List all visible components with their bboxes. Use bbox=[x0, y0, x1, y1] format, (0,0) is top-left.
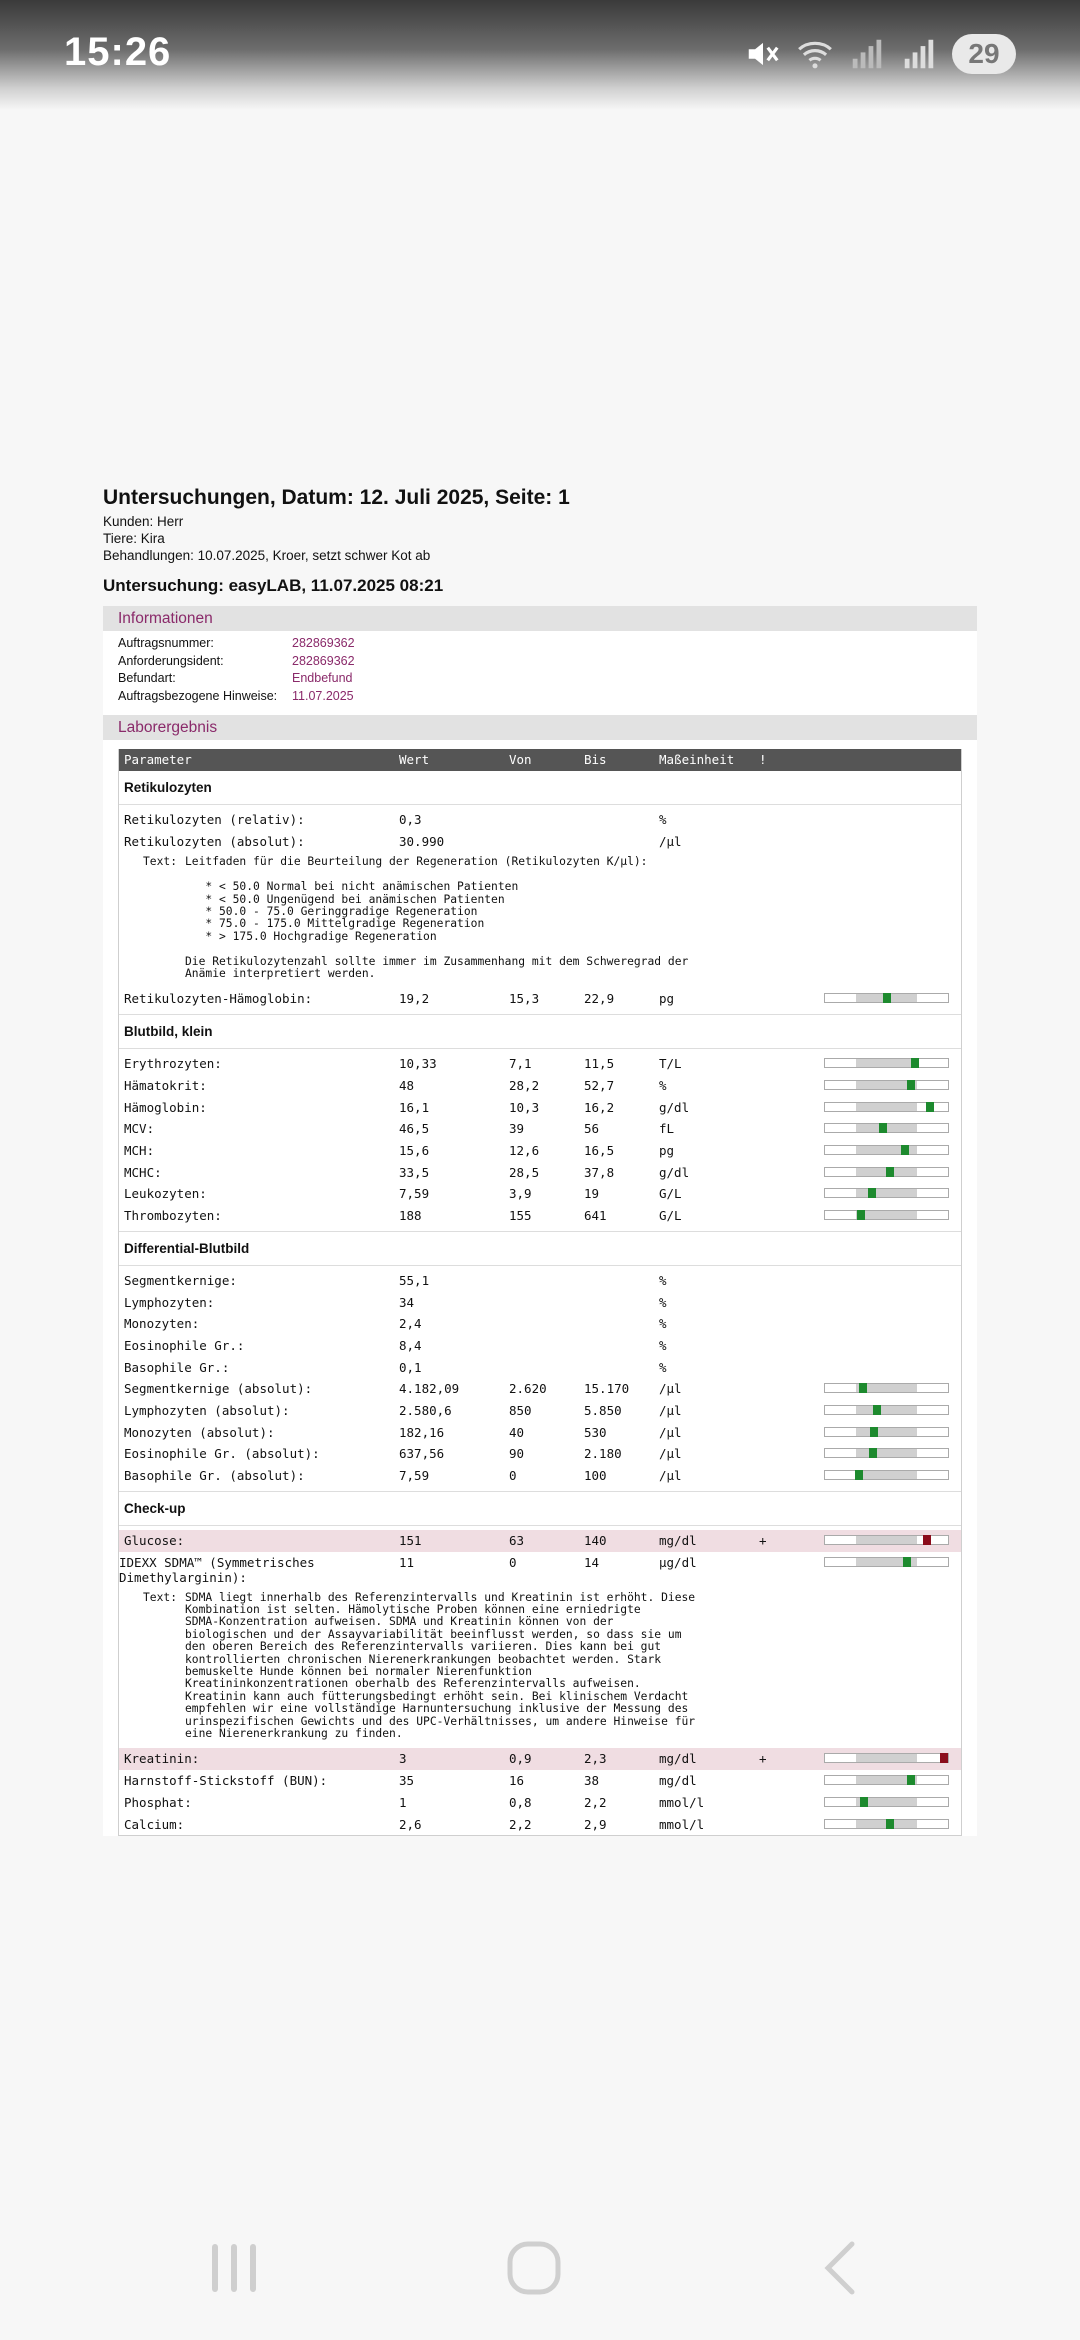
table-row bbox=[119, 1335, 961, 1357]
cell-unit: pg bbox=[659, 1142, 675, 1158]
cell-value: 30.990 bbox=[399, 833, 445, 849]
cell-parameter: Monozyten: bbox=[124, 1316, 200, 1332]
range-bar bbox=[824, 1123, 949, 1133]
info-key: Anforderungsident: bbox=[118, 653, 224, 668]
range-bar-marker bbox=[879, 1123, 887, 1133]
cell-unit: mmol/l bbox=[659, 1816, 705, 1832]
cell-parameter: Thrombozyten: bbox=[124, 1208, 222, 1224]
table-row bbox=[119, 1205, 961, 1227]
back-icon[interactable] bbox=[820, 2240, 860, 2296]
cell-parameter: Glucose: bbox=[124, 1532, 185, 1548]
cell-from: 12,6 bbox=[509, 1142, 540, 1158]
cell-value: 2,6 bbox=[399, 1816, 422, 1832]
cell-to: 37,8 bbox=[584, 1164, 615, 1180]
info-value: 282869362 bbox=[292, 636, 355, 650]
table-row bbox=[119, 1552, 961, 1588]
table-row bbox=[119, 1357, 961, 1379]
cell-to: 5.850 bbox=[584, 1403, 622, 1419]
range-bar-marker bbox=[869, 1448, 877, 1458]
cell-parameter: Segmentkernige (absolut): bbox=[124, 1381, 313, 1397]
table-row bbox=[119, 831, 961, 853]
table-row bbox=[119, 1313, 961, 1335]
range-bar-reference bbox=[856, 1754, 918, 1762]
cell-unit: g/dl bbox=[659, 1099, 690, 1115]
cell-unit: % bbox=[659, 1359, 667, 1375]
cell-to: 38 bbox=[584, 1773, 600, 1789]
range-bar bbox=[824, 1188, 949, 1198]
cell-to: 641 bbox=[584, 1208, 607, 1224]
range-bar-reference bbox=[856, 1428, 918, 1436]
cell-unit: /µl bbox=[659, 1468, 682, 1484]
cell-parameter: Calcium: bbox=[124, 1816, 185, 1832]
info-value: 282869362 bbox=[292, 653, 355, 668]
range-bar-marker bbox=[860, 1797, 868, 1807]
cell-to: 56 bbox=[584, 1121, 600, 1137]
info-row bbox=[118, 653, 962, 671]
cell-unit: mg/dl bbox=[659, 1532, 697, 1548]
table-row bbox=[119, 988, 961, 1010]
table-row bbox=[119, 1162, 961, 1184]
info-row bbox=[118, 635, 962, 653]
cell-parameter: MCV: bbox=[124, 1121, 155, 1137]
table-row bbox=[119, 1770, 961, 1792]
table-row bbox=[119, 1465, 961, 1487]
report-meta bbox=[103, 513, 977, 564]
cell-value: 34 bbox=[399, 1294, 415, 1310]
cell-value: 7,59 bbox=[399, 1186, 430, 1202]
cell-value: 55,1 bbox=[399, 1272, 430, 1288]
result-groups bbox=[119, 771, 961, 1835]
info-key: Auftragsbezogene Hinweise: bbox=[118, 688, 278, 703]
status-icons bbox=[744, 34, 1016, 74]
table-row bbox=[119, 1378, 961, 1400]
cell-parameter: Basophile Gr.: bbox=[124, 1359, 230, 1375]
range-bar bbox=[824, 993, 949, 1003]
info-row bbox=[118, 688, 962, 706]
range-bar-marker bbox=[886, 1167, 894, 1177]
cell-unit: /µl bbox=[659, 1424, 682, 1440]
range-bar bbox=[824, 1058, 949, 1068]
range-bar-reference bbox=[856, 1471, 918, 1479]
report-title: Untersuchungen, Datum: 12. Juli 2025, Seite: 1 bbox=[103, 486, 570, 509]
cell-unit: pg bbox=[659, 991, 675, 1007]
table-row bbox=[119, 1270, 961, 1292]
range-bar-reference bbox=[856, 1211, 918, 1219]
range-bar bbox=[824, 1405, 949, 1415]
range-bar bbox=[824, 1080, 949, 1090]
cell-parameter: Retikulozyten-Hämoglobin: bbox=[124, 991, 313, 1007]
lab-results-table bbox=[118, 749, 962, 1836]
cell-to: 14 bbox=[584, 1554, 600, 1570]
status-bar bbox=[0, 0, 1080, 110]
cell-to: 19 bbox=[584, 1186, 600, 1202]
cell-value: 188 bbox=[399, 1208, 422, 1224]
range-bar bbox=[824, 1797, 949, 1807]
range-bar-marker bbox=[940, 1753, 948, 1763]
cell-to: 11,5 bbox=[584, 1056, 615, 1072]
status-time: 15:26 bbox=[64, 30, 172, 74]
cell-unit: g/dl bbox=[659, 1164, 690, 1180]
cell-value: 10,33 bbox=[399, 1056, 437, 1072]
cell-parameter: Hämoglobin: bbox=[124, 1099, 207, 1115]
cell-to: 2,2 bbox=[584, 1794, 607, 1810]
cell-parameter: Erythrozyten: bbox=[124, 1056, 222, 1072]
note-label: Text: bbox=[142, 1590, 177, 1604]
cell-value: 8,4 bbox=[399, 1337, 422, 1353]
cell-to: 52,7 bbox=[584, 1077, 615, 1093]
cell-to: 2,9 bbox=[584, 1816, 607, 1832]
cell-flag: + bbox=[759, 1751, 767, 1767]
range-bar-reference bbox=[856, 1536, 918, 1544]
range-bar bbox=[824, 1145, 949, 1155]
note-label: Text: bbox=[142, 855, 177, 869]
cell-unit: /µl bbox=[659, 1403, 682, 1419]
lab-section bbox=[103, 740, 977, 1836]
cell-from: 3,9 bbox=[509, 1186, 532, 1202]
cell-unit: fL bbox=[659, 1121, 675, 1137]
range-bar-marker bbox=[886, 1819, 894, 1829]
table-row bbox=[119, 1075, 961, 1097]
cell-value: 151 bbox=[399, 1532, 422, 1548]
range-bar bbox=[824, 1210, 949, 1220]
wifi-icon bbox=[796, 35, 834, 73]
range-bar bbox=[824, 1535, 949, 1545]
home-icon[interactable] bbox=[506, 2240, 562, 2296]
range-bar-reference bbox=[856, 1059, 918, 1067]
cell-unit: T/L bbox=[659, 1056, 682, 1072]
cell-from: 15,3 bbox=[509, 991, 540, 1007]
cell-from: 155 bbox=[509, 1208, 532, 1224]
range-bar bbox=[824, 1383, 949, 1393]
range-bar bbox=[824, 1102, 949, 1112]
range-bar bbox=[824, 1753, 949, 1763]
recent-apps-icon[interactable] bbox=[210, 2240, 258, 2296]
cell-unit: µg/dl bbox=[659, 1554, 697, 1570]
header-unit: Maßeinheit bbox=[659, 752, 735, 767]
cell-to: 16,2 bbox=[584, 1099, 615, 1115]
cell-parameter: Harnstoff-Stickstoff (BUN): bbox=[124, 1773, 328, 1789]
cell-from: 7,1 bbox=[509, 1056, 532, 1072]
cell-to: 15.170 bbox=[584, 1381, 630, 1397]
cell-parameter: Hämatokrit: bbox=[124, 1077, 207, 1093]
cell-parameter: Kreatinin: bbox=[124, 1751, 200, 1767]
group-title: Blutbild, klein bbox=[119, 1014, 961, 1049]
cell-from: 28,5 bbox=[509, 1164, 540, 1180]
cell-parameter: IDEXX SDMA™ (Symmetrisches Dimethylarginin): bbox=[119, 1554, 315, 1585]
cell-to: 22,9 bbox=[584, 991, 615, 1007]
cell-to: 530 bbox=[584, 1424, 607, 1440]
table-header bbox=[119, 749, 961, 771]
cell-flag: + bbox=[759, 1532, 767, 1548]
range-bar-reference bbox=[856, 1103, 918, 1111]
range-bar bbox=[824, 1470, 949, 1480]
cell-parameter: Eosinophile Gr.: bbox=[124, 1337, 245, 1353]
cell-unit: G/L bbox=[659, 1208, 682, 1224]
cell-value: 7,59 bbox=[399, 1468, 430, 1484]
cell-unit: % bbox=[659, 812, 667, 827]
table-row bbox=[119, 1400, 961, 1422]
range-bar bbox=[824, 1448, 949, 1458]
range-bar-marker bbox=[870, 1427, 878, 1437]
lab-report-document bbox=[103, 486, 977, 1836]
range-bar bbox=[824, 1819, 949, 1829]
cell-from: 90 bbox=[509, 1446, 525, 1462]
cell-value: 19,2 bbox=[399, 991, 430, 1007]
cell-value: 15,6 bbox=[399, 1142, 430, 1158]
cell-value: 4.182,09 bbox=[399, 1381, 460, 1397]
group-title: Retikulozyten bbox=[119, 771, 961, 805]
cell-value: 33,5 bbox=[399, 1164, 430, 1180]
meta-animal: Tiere: Kira bbox=[103, 531, 165, 546]
cell-unit: mg/dl bbox=[659, 1751, 697, 1767]
table-row bbox=[119, 1053, 961, 1075]
cell-unit: /µl bbox=[659, 1446, 682, 1462]
range-bar-marker bbox=[911, 1058, 919, 1068]
table-row bbox=[119, 1292, 961, 1314]
info-section bbox=[103, 631, 977, 715]
table-row bbox=[119, 1748, 961, 1770]
cell-parameter: Monozyten (absolut): bbox=[124, 1424, 275, 1440]
group-title: Differential-Blutbild bbox=[119, 1231, 961, 1266]
cell-from: 2.620 bbox=[509, 1381, 547, 1397]
cell-unit: % bbox=[659, 1337, 667, 1353]
table-row bbox=[119, 1118, 961, 1140]
info-value: Endbefund bbox=[292, 671, 353, 685]
note-text: SDMA liegt innerhalb des Referenzintervalls und Kreatinin ist erhöht. Diese Kombination ist selten. Hämolytische Proben können eine erniedrigte SDMA-Konzentration aufweisen. SDMA und Kreatinin können von der biologischen und der Assayvariabilität beeinflusst werden, so dass sie um den oberen Bereich des Referenzintervalls variieren. Dies kann bei gut kontrollierten chronischen Nierenerkrankungen beobachtet werden. Stark bemuskelte Hunde können bei normaler Nierenfunktion Kreatininkonzentrationen oberhalb des Referenzintervalls aufweisen. Kreatinin kann auch fütterungsbedingt erhöht sein. Bei klinischem Verdacht empfehlen wir eine vollständige Harnuntersuchung inklusive der Messung des urinspezifischen Gewichts und des UPC-Verhältnisses, um andere Hinweise für eine Nierenerkrankung zu finden. bbox=[185, 1590, 696, 1740]
range-bar-marker bbox=[857, 1210, 865, 1220]
range-bar-marker bbox=[903, 1557, 911, 1567]
cell-value: 637,56 bbox=[399, 1446, 445, 1462]
cell-to: 2,3 bbox=[584, 1751, 607, 1767]
range-bar-marker bbox=[923, 1535, 931, 1545]
group-title: Check-up bbox=[119, 1491, 961, 1526]
cell-to: 100 bbox=[584, 1468, 607, 1484]
table-row bbox=[119, 1097, 961, 1119]
table-row bbox=[119, 1443, 961, 1465]
lab-section-header: Laborergebnis bbox=[103, 715, 977, 740]
cell-unit: /µl bbox=[659, 833, 682, 849]
navigation-bar bbox=[0, 2200, 1080, 2340]
range-bar-marker bbox=[859, 1383, 867, 1393]
meta-customer: Kunden: Herr bbox=[103, 514, 184, 529]
cell-from: 850 bbox=[509, 1403, 532, 1419]
cell-value: 46,5 bbox=[399, 1121, 430, 1137]
table-row bbox=[119, 1792, 961, 1814]
battery-indicator: 29 bbox=[952, 34, 1016, 74]
cell-value: 2.580,6 bbox=[399, 1403, 452, 1419]
table-row bbox=[119, 1422, 961, 1444]
cell-parameter: MCH: bbox=[124, 1142, 155, 1158]
cell-parameter: Lymphozyten (absolut): bbox=[124, 1403, 290, 1419]
cell-parameter: Basophile Gr. (absolut): bbox=[124, 1468, 305, 1484]
header-flag: ! bbox=[759, 752, 767, 767]
cell-unit: G/L bbox=[659, 1186, 682, 1202]
info-key: Befundart: bbox=[118, 671, 176, 685]
table-row bbox=[119, 1183, 961, 1205]
cell-unit: mmol/l bbox=[659, 1794, 705, 1810]
info-section-header: Informationen bbox=[103, 606, 977, 631]
mute-icon bbox=[744, 35, 782, 73]
cell-unit: /µl bbox=[659, 1381, 682, 1397]
header-parameter: Parameter bbox=[124, 752, 192, 767]
cell-from: 40 bbox=[509, 1424, 525, 1440]
cell-value: 182,16 bbox=[399, 1424, 445, 1440]
table-row bbox=[119, 1814, 961, 1836]
cell-parameter: Retikulozyten (absolut): bbox=[124, 833, 305, 849]
range-bar bbox=[824, 1167, 949, 1177]
cell-parameter: Eosinophile Gr. (absolut): bbox=[124, 1446, 320, 1462]
cell-to: 16,5 bbox=[584, 1142, 615, 1158]
header-from: Von bbox=[509, 752, 532, 767]
cell-parameter: Lymphozyten: bbox=[124, 1294, 215, 1310]
cell-to: 140 bbox=[584, 1532, 607, 1548]
range-bar-marker bbox=[873, 1405, 881, 1415]
cell-unit: mg/dl bbox=[659, 1773, 697, 1789]
range-bar-reference bbox=[856, 1449, 918, 1457]
range-bar-reference bbox=[856, 1189, 918, 1197]
range-bar-marker bbox=[883, 993, 891, 1003]
cell-unit: % bbox=[659, 1272, 667, 1288]
cell-from: 0,8 bbox=[509, 1794, 532, 1810]
cell-value: 3 bbox=[399, 1751, 407, 1767]
header-value: Wert bbox=[399, 752, 430, 767]
range-bar-reference bbox=[856, 1406, 918, 1414]
cell-value: 48 bbox=[399, 1077, 415, 1093]
table-row bbox=[119, 1530, 961, 1552]
cell-value: 2,4 bbox=[399, 1316, 422, 1332]
exam-title: Untersuchung: easyLAB, 11.07.2025 08:21 bbox=[103, 576, 444, 595]
meta-treatment: Behandlungen: 10.07.2025, Kroer, setzt schwer Kot ab bbox=[103, 548, 431, 563]
cell-from: 39 bbox=[509, 1121, 525, 1137]
cell-from: 28,2 bbox=[509, 1077, 540, 1093]
cell-from: 63 bbox=[509, 1532, 525, 1548]
cell-value: 0,3 bbox=[399, 812, 422, 827]
cell-from: 10,3 bbox=[509, 1099, 540, 1115]
cell-value: 16,1 bbox=[399, 1099, 430, 1115]
range-bar-marker bbox=[855, 1470, 863, 1480]
cell-from: 16 bbox=[509, 1773, 525, 1789]
note-text: Leitfaden für die Beurteilung der Regeneration (Retikulozyten K/µl): * < 50.0 Normal bei nicht anämischen Patienten * < 50.0 Ungenügend bei anämischen Patienten * 50.0 - 75.0 Geringgradige Regeneration * 75.0 - 175.0 Mittelgradige Regeneration * > 175.0 Hochgradige Regeneration Die Retikulozytenzahl sollte immer im Zusammenhang mit dem Schweregrad der Anämie interpretiert werden. bbox=[185, 855, 689, 981]
cell-parameter: Leukozyten: bbox=[124, 1186, 207, 1202]
cell-unit: % bbox=[659, 1077, 667, 1093]
range-bar bbox=[824, 1427, 949, 1437]
cell-value: 11 bbox=[399, 1554, 415, 1570]
cell-parameter: Retikulozyten (relativ): bbox=[124, 812, 305, 827]
cell-from: 0,9 bbox=[509, 1751, 532, 1767]
table-row bbox=[119, 809, 961, 831]
range-bar-marker bbox=[907, 1080, 915, 1090]
cell-from: 0 bbox=[509, 1468, 517, 1484]
cell-from: 2,2 bbox=[509, 1816, 532, 1832]
table-row bbox=[119, 1140, 961, 1162]
cell-parameter: Segmentkernige: bbox=[124, 1272, 237, 1288]
result-note bbox=[119, 852, 961, 988]
cell-unit: % bbox=[659, 1294, 667, 1310]
result-note bbox=[119, 1588, 961, 1749]
cell-unit: % bbox=[659, 1316, 667, 1332]
cell-to: 2.180 bbox=[584, 1446, 622, 1462]
cell-parameter: MCHC: bbox=[124, 1164, 162, 1180]
range-bar-marker bbox=[926, 1102, 934, 1112]
range-bar-marker bbox=[868, 1188, 876, 1198]
info-row bbox=[118, 670, 962, 688]
cell-from: 0 bbox=[509, 1554, 517, 1570]
range-bar-marker bbox=[907, 1775, 915, 1785]
cell-parameter: Phosphat: bbox=[124, 1794, 192, 1810]
signal-icon bbox=[900, 35, 938, 73]
cell-value: 0,1 bbox=[399, 1359, 422, 1375]
signal-icon bbox=[848, 35, 886, 73]
cell-value: 35 bbox=[399, 1773, 415, 1789]
range-bar bbox=[824, 1775, 949, 1785]
info-key: Auftragsnummer: bbox=[118, 636, 214, 650]
header-to: Bis bbox=[584, 752, 607, 767]
cell-value: 1 bbox=[399, 1794, 407, 1810]
range-bar bbox=[824, 1557, 949, 1567]
info-value: 11.07.2025 bbox=[292, 688, 354, 703]
range-bar-marker bbox=[901, 1145, 909, 1155]
